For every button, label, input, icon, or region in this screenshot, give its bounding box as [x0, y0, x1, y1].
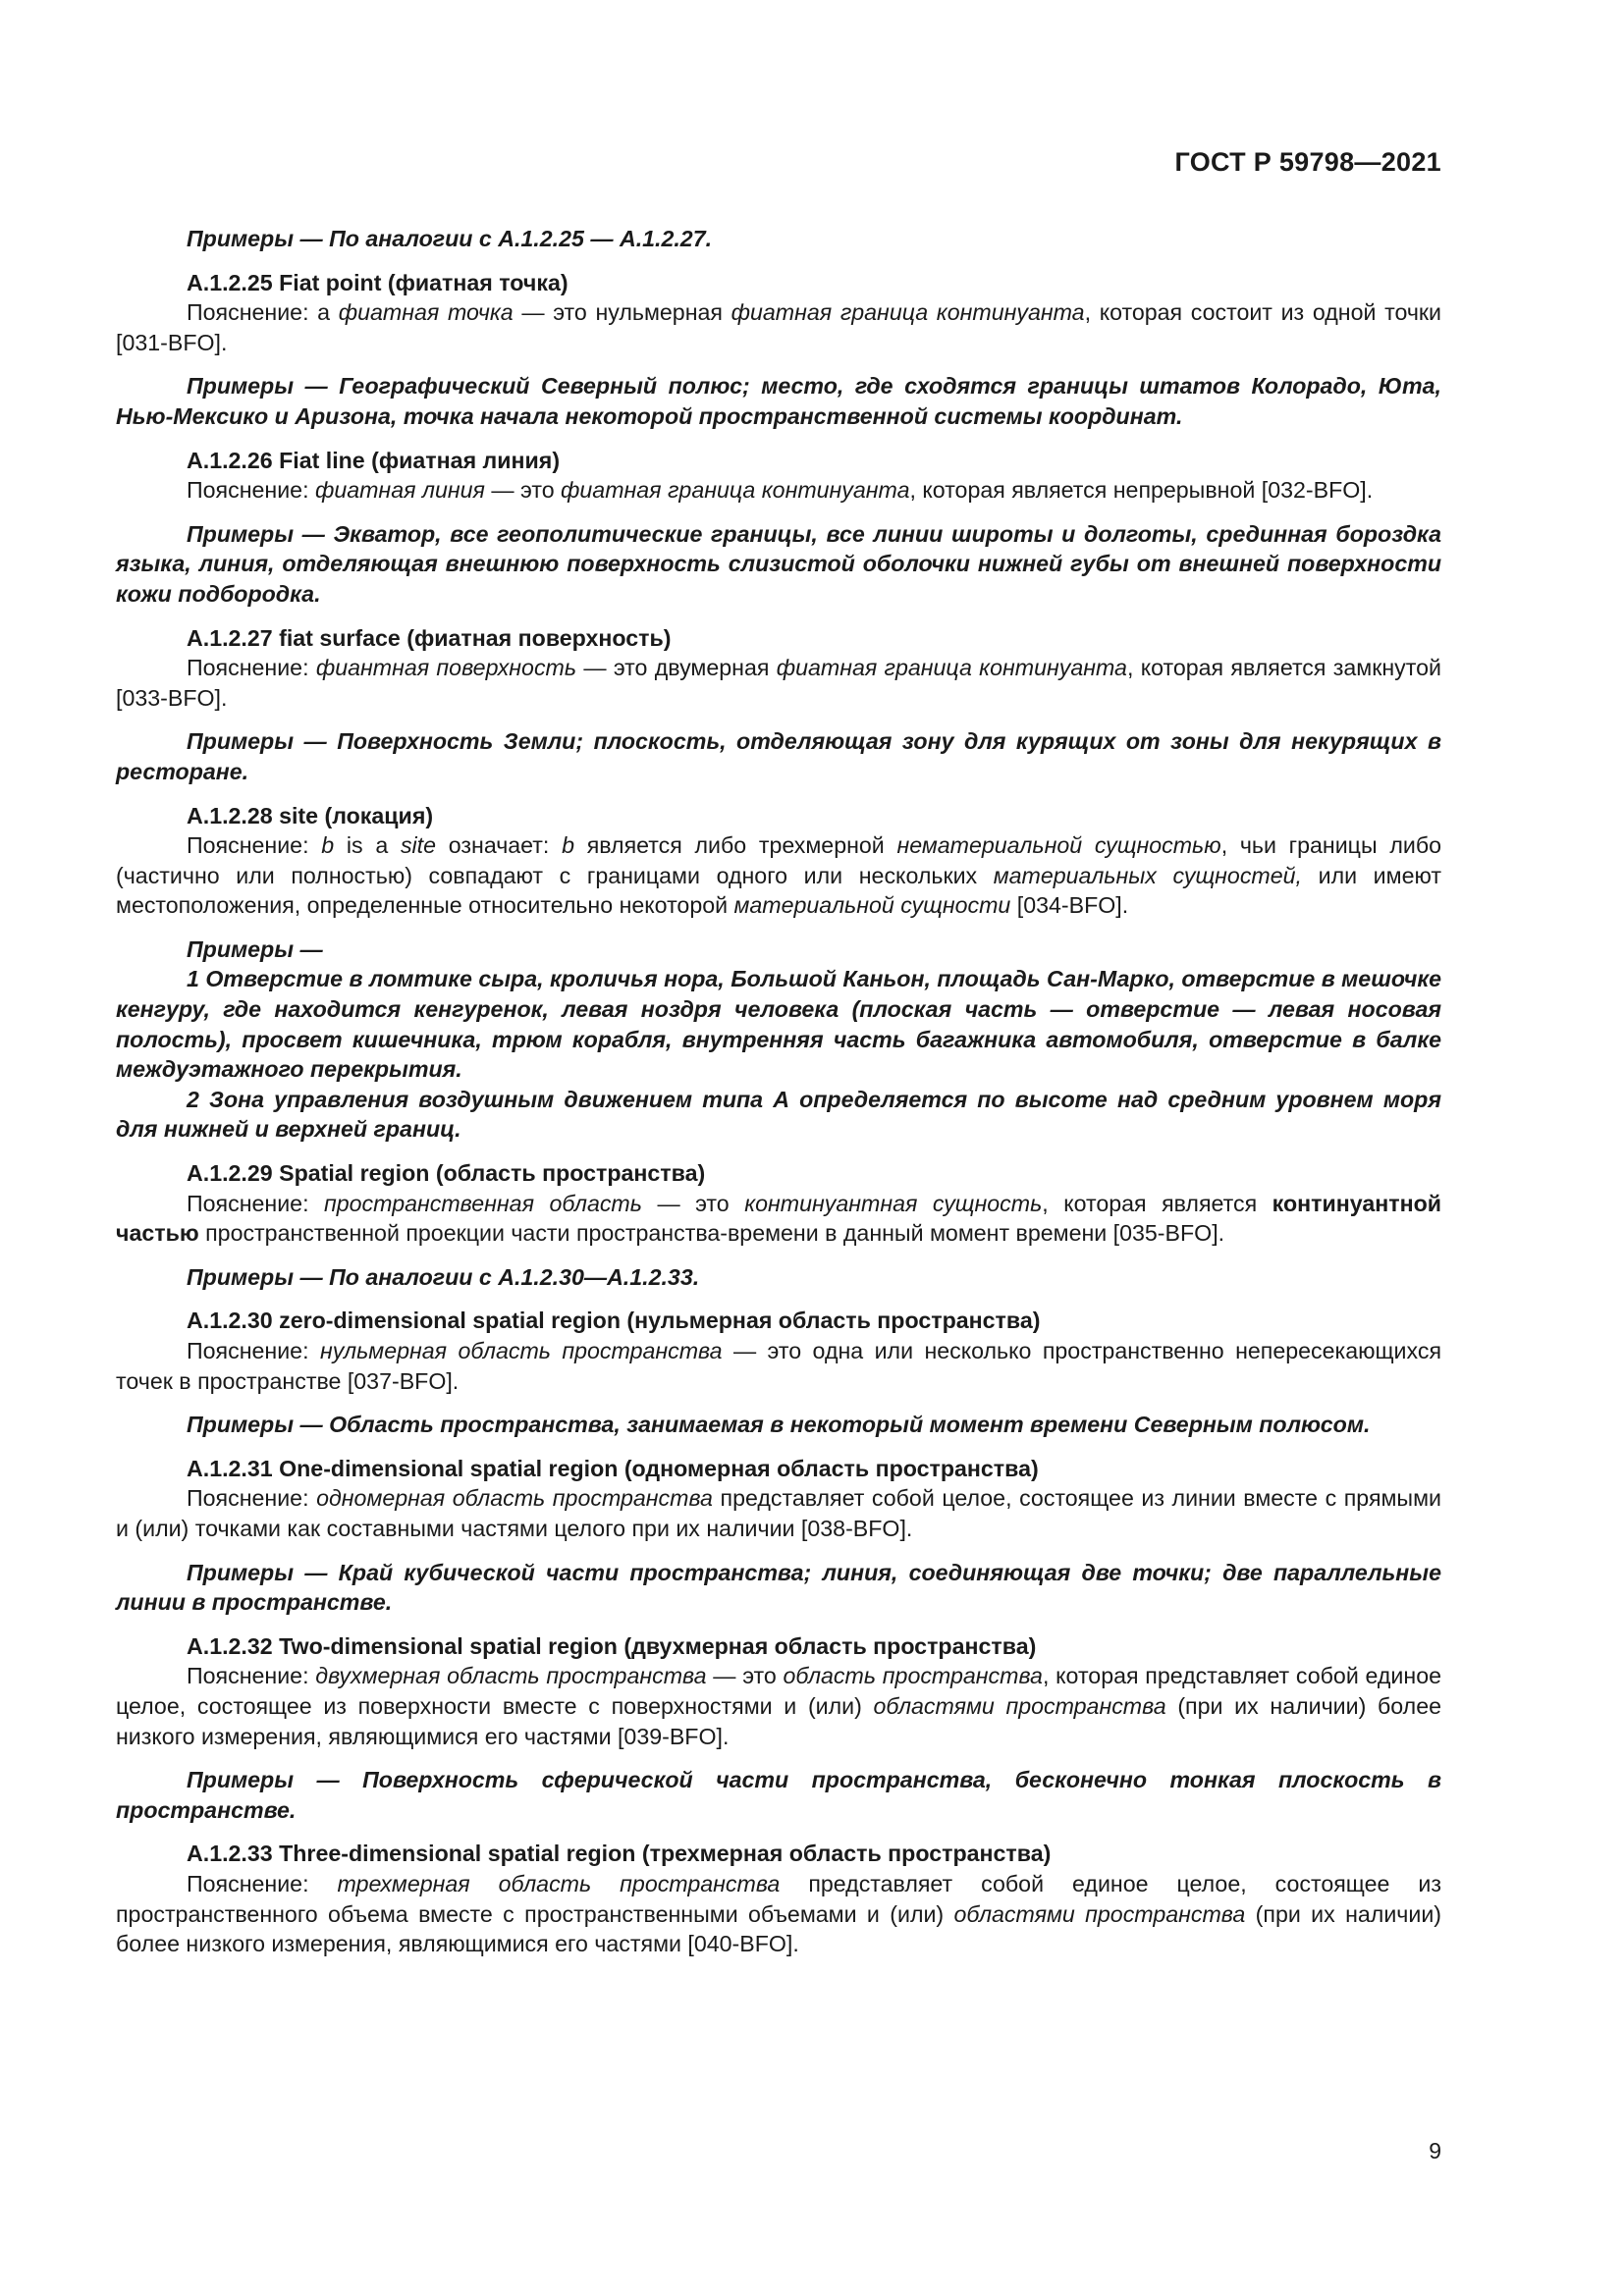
text-run: А.1.2.27 fiat surface (фиатная поверхность) — [187, 624, 672, 651]
text-run: А.1.2.33 Three-dimensional spatial region (трехмерная область пространства) — [187, 1841, 1052, 1867]
italic-term: фиантная поверхность — [315, 655, 577, 681]
text-run: А.1.2.28 site (локация) — [187, 802, 434, 828]
page-number: 9 — [1429, 2138, 1441, 2163]
example-paragraph — [116, 519, 1441, 610]
example-paragraph — [116, 371, 1441, 431]
example-paragraph — [116, 964, 1441, 1084]
text-run: Примеры — Экватор, все геополитические границы, все линии широты и долготы, срединная бороздка языка, линия, отделяющая внешнюю поверхность слизистой оболочки нижней губы от внешней поверхности кожи подбородка. — [116, 520, 1441, 607]
explanation-paragraph — [116, 1661, 1441, 1751]
text-run: А.1.2.30 zero-dimensional spatial region (нульмерная область пространства) — [187, 1308, 1041, 1334]
section-title — [116, 1631, 1441, 1662]
explanation-paragraph — [116, 1189, 1441, 1249]
text-run: is a — [334, 832, 401, 859]
text-run: Примеры — Поверхность сферической части пространства, бесконечно тонкая плоскость в пространстве. — [116, 1767, 1441, 1823]
example-paragraph — [116, 1410, 1441, 1440]
italic-term: пространственная область — [324, 1190, 642, 1216]
bold-term: континуантной частью — [116, 1190, 1442, 1247]
text-run: или имеют местоположения, определенные относительно некоторой — [116, 862, 1441, 919]
section-title — [116, 1454, 1441, 1484]
italic-term: фиатная точка — [338, 299, 514, 326]
section-title — [116, 1306, 1441, 1336]
text-run: — это двумерная — [576, 655, 777, 681]
example-paragraph — [116, 726, 1441, 786]
section-title — [116, 1158, 1441, 1189]
section-title — [116, 623, 1441, 654]
example-paragraph — [116, 1558, 1441, 1618]
text-run: — это — [706, 1663, 784, 1689]
text-run: Примеры — Поверхность Земли; плоскость, отделяющая зону для курящих от зоны для некурящих в ресторане. — [116, 728, 1441, 784]
text-run: Примеры — По аналогии с А.1.2.30—А.1.2.33. — [187, 1263, 700, 1290]
italic-term: континуантная сущность — [744, 1190, 1043, 1216]
text-run: Примеры — Область пространства, занимаемая в некоторый момент времени Северным полюсом. — [187, 1412, 1371, 1438]
text-run: — это одна или несколько пространственно непересекающихся точек в пространстве [037-BFO]. — [116, 1338, 1441, 1394]
text-run: Примеры — По аналогии с А.1.2.25 — А.1.2.27. — [187, 226, 713, 251]
text-run: , чьи границы либо (частично или полностью) совпадают с границами одного или нескольких — [116, 832, 1442, 888]
italic-term: нематериальной сущностью — [896, 832, 1221, 859]
text-run: А.1.2.26 Fiat line (фиатная линия) — [187, 447, 561, 473]
text-run: представляет собой единое целое, состоящее из пространственного объема вместе с пространственными объемами и (или) — [116, 1870, 1442, 1927]
italic-term: трехмерная область пространства — [337, 1870, 781, 1896]
example-paragraph — [116, 934, 1441, 965]
text-run: Пояснение: — [187, 1870, 338, 1896]
section-title — [116, 801, 1441, 831]
text-run: — это — [641, 1190, 745, 1216]
italic-term: двухмерная область пространства — [315, 1663, 707, 1689]
italic-term: b — [562, 832, 574, 859]
italic-term: фиатная граница континуанта — [561, 477, 910, 504]
text-run: 2 Зона управления воздушным движением типа А определяется по высоте над средним уровнем моря для нижней и верхней границ. — [116, 1086, 1441, 1143]
text-run: , которая является замкнутой [033-BFO]. — [116, 655, 1441, 711]
text-run: Пояснение: — [187, 1485, 317, 1512]
italic-term: областями пространства — [873, 1692, 1166, 1719]
explanation-paragraph — [116, 1336, 1441, 1396]
text-run: Пояснение: — [187, 1338, 320, 1363]
explanation-paragraph — [116, 297, 1441, 357]
italic-term: материальных сущностей, — [993, 862, 1302, 888]
italic-term: фиатная граница континуанта — [731, 299, 1085, 326]
text-run: является либо трехмерной — [574, 832, 897, 859]
italic-term: фиатная граница континуанта — [776, 655, 1127, 681]
document-body — [116, 224, 1441, 1959]
text-run: Пояснение: — [187, 477, 315, 504]
italic-term: одномерная область пространства — [316, 1485, 713, 1512]
example-paragraph — [116, 1765, 1441, 1825]
explanation-paragraph — [116, 830, 1441, 921]
italic-term: b — [321, 832, 335, 859]
text-run: А.1.2.31 One-dimensional spatial region (одномерная область пространства) — [187, 1455, 1039, 1481]
text-run: Пояснение: — [187, 1190, 324, 1216]
text-run: , которая является — [1042, 1190, 1272, 1216]
text-run: Пояснение: — [187, 655, 316, 681]
text-run: пространственной проекции части пространства-времени в данный момент времени [035-BFO]. — [198, 1220, 1225, 1247]
text-run: Примеры — — [187, 935, 323, 962]
text-run: — это нульмерная — [513, 299, 731, 326]
example-paragraph — [116, 1085, 1441, 1145]
text-run: (при их наличии) более низкого измерения, являющимися его частями [039-BFO]. — [116, 1692, 1441, 1749]
italic-term: область пространства — [783, 1663, 1043, 1689]
example-paragraph — [116, 224, 1441, 254]
text-run: представляет собой целое, состоящее из линии вместе с прямыми и (или) точками как составными частями целого при их наличии [038-BFO]. — [116, 1485, 1441, 1541]
text-run: А.1.2.25 Fiat point (фиатная точка) — [187, 269, 568, 295]
text-run: А.1.2.32 Two-dimensional spatial region (двухмерная область пространства) — [187, 1632, 1037, 1659]
explanation-paragraph — [116, 1869, 1441, 1959]
text-run: Пояснение: — [187, 832, 322, 859]
section-title — [116, 446, 1441, 476]
italic-term: нульмерная область пространства — [319, 1338, 723, 1363]
explanation-paragraph — [116, 653, 1441, 713]
text-run: (при их наличии) более низкого измерения, являющимися его частями [040-BFO]. — [116, 1900, 1441, 1957]
example-paragraph — [116, 1262, 1441, 1293]
explanation-paragraph — [116, 475, 1441, 506]
italic-term: материальной сущности — [733, 892, 1011, 919]
text-run: Пояснение: a — [187, 299, 339, 326]
explanation-paragraph — [116, 1483, 1441, 1543]
text-run: означает: — [436, 832, 563, 859]
text-run: [034-BFO]. — [1010, 892, 1129, 919]
italic-term: областями пространства — [953, 1900, 1246, 1927]
text-run: , которая представляет собой единое целое, состоящее из поверхности вместе с поверхностями и (или) — [116, 1663, 1441, 1719]
text-run: Пояснение: — [187, 1663, 316, 1689]
text-run: , которая является непрерывной [032-BFO]. — [909, 477, 1374, 504]
text-run: — это — [484, 477, 562, 504]
text-run: 1 Отверстие в ломтике сыра, кроличья нора, Большой Каньон, площадь Сан-Марко, отверстие в мешочке кенгуру, где находится кенгуренок, левая ноздря человека (плоская часть — отверстие — левая носовая полость), просвет кишечника, трюм корабля, внутренняя часть багажника автомобиля, отверстие в балке междуэтажного перекрытия. — [116, 966, 1441, 1083]
text-run: Примеры — Географический Северный полюс; место, где сходятся границы штатов Колорадо, Юта, Нью-Мексико и Аризона, точка начала некоторой пространственной системы координат. — [116, 373, 1441, 429]
section-title — [116, 1839, 1441, 1869]
text-run: Примеры — Край кубической части пространства; линия, соединяющая две точки; две параллельные линии в пространстве. — [116, 1559, 1441, 1616]
italic-term: фиатная линия — [314, 477, 485, 504]
document-header: ГОСТ Р 59798—2021 — [1174, 147, 1441, 177]
text-run: А.1.2.29 Spatial region (область пространства) — [187, 1160, 706, 1187]
text-run: , которая состоит из одной точки [031-BFO]. — [116, 299, 1442, 355]
italic-term: site — [400, 832, 437, 859]
section-title — [116, 268, 1441, 298]
